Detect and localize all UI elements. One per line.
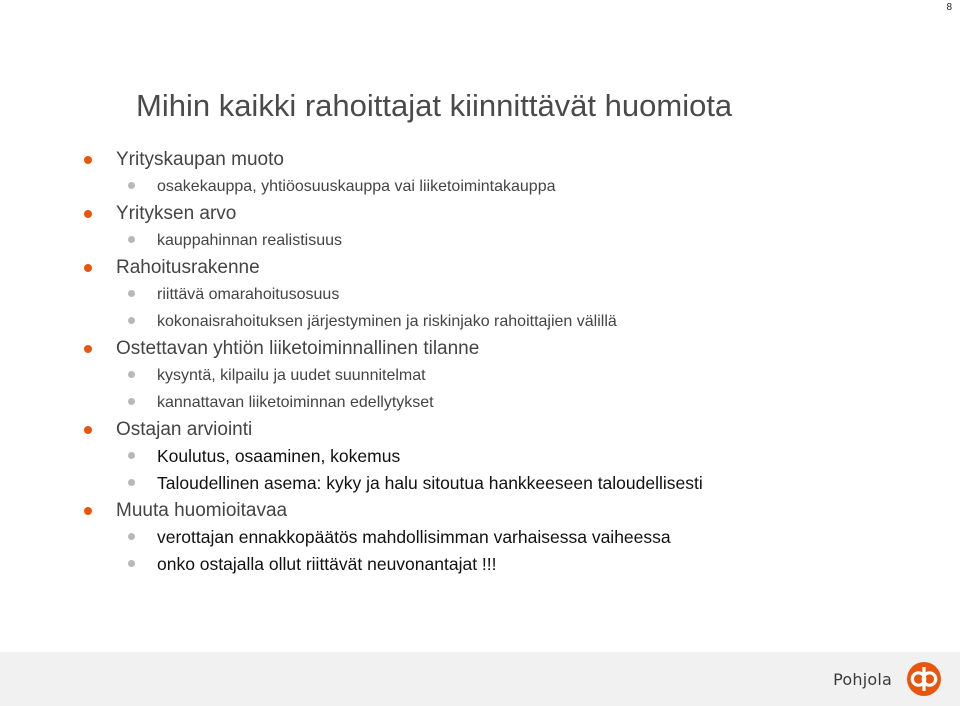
brand-name: Pohjola [833, 669, 892, 689]
bullet-item [0, 146, 960, 173]
sub-bullet-text: onko ostajalla ollut riittävät neuvonantajat !!! [157, 554, 497, 574]
sub-bullet-item [0, 173, 960, 200]
orange-bullet-icon [84, 156, 92, 164]
bullet-text: Ostettavan yhtiön liiketoiminnallinen tilanne [116, 338, 480, 359]
brand [833, 660, 942, 698]
gray-bullet-icon [128, 182, 135, 189]
bullet-text: Yrityksen arvo [116, 203, 237, 224]
orange-bullet-icon [84, 264, 92, 272]
bullet-item [0, 497, 960, 524]
sub-bullet-text: riittävä omarahoitusosuus [157, 286, 340, 303]
sub-bullet-item [0, 308, 960, 335]
sub-bullet-text: kysyntä, kilpailu ja uudet suunnitelmat [157, 367, 426, 384]
sub-bullet-item [0, 389, 960, 416]
sub-bullet-item [0, 524, 960, 551]
pohjola-logo-icon [906, 661, 942, 697]
orange-bullet-icon [84, 210, 92, 218]
bullet-item [0, 416, 960, 443]
sub-bullet-item [0, 443, 960, 470]
sub-bullet-text: Koulutus, osaaminen, kokemus [157, 446, 401, 466]
sub-bullet-text: kokonaisrahoituksen järjestyminen ja riskinjako rahoittajien välillä [157, 313, 617, 330]
sub-bullet-item [0, 281, 960, 308]
bullet-item [0, 200, 960, 227]
gray-bullet-icon [128, 560, 135, 567]
gray-bullet-icon [128, 479, 135, 486]
sub-bullet-text: Taloudellinen asema: kyky ja halu sitoutua hankkeeseen taloudellisesti [157, 473, 703, 493]
gray-bullet-icon [128, 371, 135, 378]
bullet-item [0, 335, 960, 362]
sub-bullet-item [0, 227, 960, 254]
bullet-list [0, 146, 960, 578]
gray-bullet-icon [128, 317, 135, 324]
gray-bullet-icon [128, 236, 135, 243]
sub-bullet-item [0, 470, 960, 497]
bullet-item [0, 254, 960, 281]
bullet-text: Muuta huomioitavaa [116, 500, 288, 521]
page-number: 8 [946, 2, 952, 13]
bullet-text: Rahoitusrakenne [116, 257, 260, 278]
gray-bullet-icon [128, 533, 135, 540]
sub-bullet-text: osakekauppa, yhtiöosuuskauppa vai liiketoimintakauppa [157, 178, 556, 195]
orange-bullet-icon [84, 507, 92, 515]
sub-bullet-item [0, 362, 960, 389]
sub-bullet-text: kannattavan liiketoiminnan edellytykset [157, 394, 434, 411]
bullet-text: Yrityskaupan muoto [116, 149, 284, 170]
orange-bullet-icon [84, 345, 92, 353]
slide-title: Mihin kaikki rahoittajat kiinnittävät huomiota [136, 88, 733, 123]
orange-bullet-icon [84, 426, 92, 434]
sub-bullet-item [0, 551, 960, 578]
footer-band [0, 652, 960, 706]
bullet-text: Ostajan arviointi [116, 419, 253, 440]
sub-bullet-text: verottajan ennakkopäätös mahdollisimman varhaisessa vaiheessa [157, 527, 671, 547]
gray-bullet-icon [128, 398, 135, 405]
gray-bullet-icon [128, 290, 135, 297]
gray-bullet-icon [128, 452, 135, 459]
sub-bullet-text: kauppahinnan realistisuus [157, 232, 343, 249]
